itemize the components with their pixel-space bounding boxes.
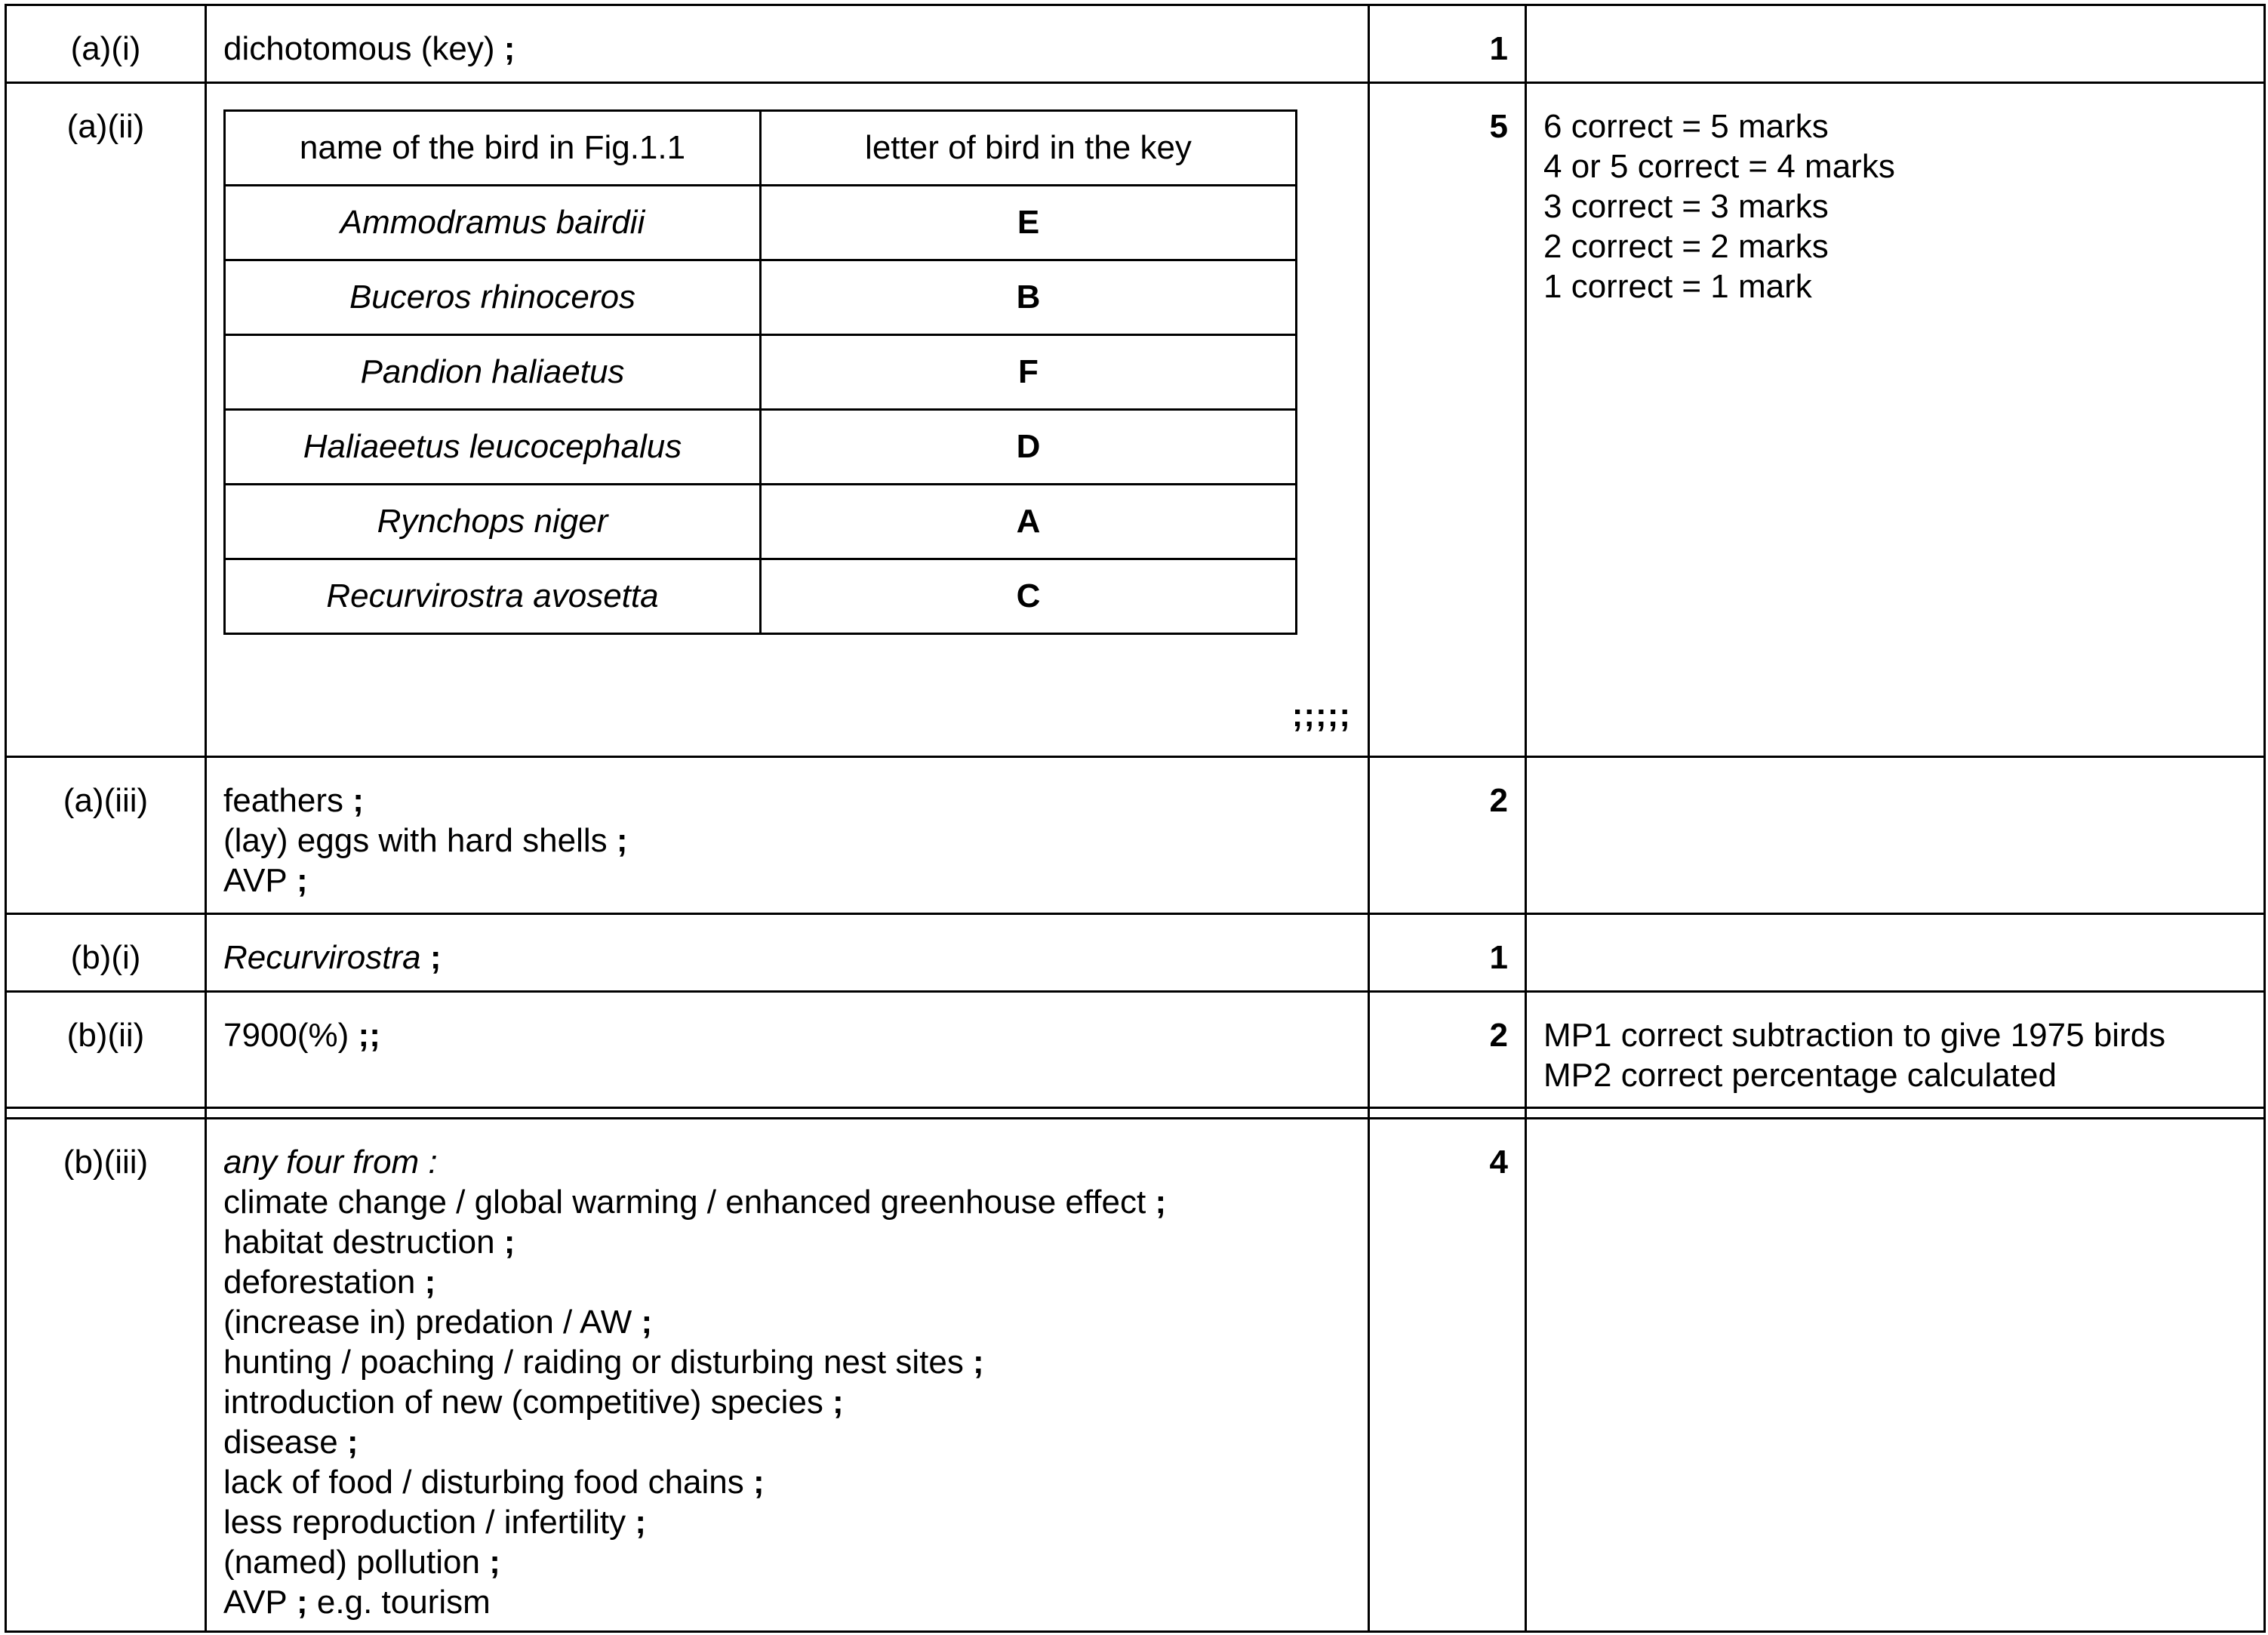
guidance-cell <box>1526 1119 2265 1632</box>
answer-cell <box>206 992 1369 1108</box>
answer-line <box>223 1502 1352 1542</box>
answer-text: AVP <box>223 1584 288 1621</box>
answer-text: less reproduction / infertility <box>223 1504 626 1541</box>
marks: 4 <box>1369 1119 1526 1632</box>
answer-text: dichotomous (key) <box>223 30 495 67</box>
question-number: (a)(ii) <box>6 83 206 757</box>
mark-scheme-table <box>5 4 2266 1633</box>
table-row <box>225 335 1297 410</box>
answer-line <box>223 1582 1352 1622</box>
table-row <box>225 410 1297 485</box>
bird-letter: F <box>761 335 1297 410</box>
marks: 2 <box>1369 757 1526 914</box>
header-letter: letter of bird in the key <box>761 111 1297 186</box>
guidance-cell <box>1526 5 2265 83</box>
mark-point: ; <box>287 1584 308 1621</box>
guidance-cell <box>1526 83 2265 757</box>
table-row <box>225 485 1297 559</box>
bird-letter: A <box>761 485 1297 559</box>
row-a-i <box>6 5 2265 83</box>
mark-point: ;; <box>349 1017 380 1054</box>
question-number: (b)(i) <box>6 914 206 992</box>
answer-text: feathers <box>223 782 343 819</box>
answer-line <box>223 1382 1352 1422</box>
answer-text: lack of food / disturbing food chains <box>223 1464 744 1501</box>
mark-point: ; <box>626 1504 647 1541</box>
answer-line <box>223 1302 1352 1342</box>
marks: 1 <box>1369 914 1526 992</box>
answer-line <box>223 1262 1352 1302</box>
answer-line <box>223 1222 1352 1262</box>
table-row <box>225 260 1297 335</box>
mark-point: ; <box>743 1464 765 1501</box>
answer-text: 7900(%) <box>223 1017 349 1054</box>
bird-key-table <box>223 109 1297 635</box>
mark-point: ; <box>823 1384 844 1421</box>
guidance-cell <box>1526 992 2265 1108</box>
mark-point: ; <box>1155 1184 1167 1221</box>
row-a-iii <box>6 757 2265 914</box>
mark-point: ; <box>963 1344 984 1381</box>
bird-name: Ammodramus bairdii <box>225 186 761 260</box>
marks: 2 <box>1369 992 1526 1108</box>
bird-letter: C <box>761 559 1297 634</box>
answer-text: AVP <box>223 862 288 899</box>
answer-text: disease <box>223 1424 338 1461</box>
answer-line <box>223 1542 1352 1582</box>
question-number: (a)(i) <box>6 5 206 83</box>
bird-letter: E <box>761 186 1297 260</box>
question-number: (a)(iii) <box>6 757 206 914</box>
answer-line <box>223 1422 1352 1462</box>
mark-point: ; <box>337 1424 359 1461</box>
answer-text: Recurvirostra <box>223 939 421 976</box>
page-break <box>6 1108 2265 1119</box>
guidance-line: 6 correct = 5 marks <box>1543 108 1829 145</box>
answer-line <box>223 781 1352 821</box>
bird-name: Pandion haliaetus <box>225 335 761 410</box>
mark-point: ; <box>494 30 515 67</box>
answer-line <box>223 1462 1352 1502</box>
bird-name: Haliaeetus leucocephalus <box>225 410 761 485</box>
bird-letter: D <box>761 410 1297 485</box>
answer-text: deforestation <box>223 1264 416 1301</box>
guidance-cell <box>1526 914 2265 992</box>
mark-point: ; <box>420 939 442 976</box>
answer-text: introduction of new (competitive) species <box>223 1384 823 1421</box>
guidance-line: 2 correct = 2 marks <box>1543 228 1829 265</box>
mark-point: ; <box>632 1304 653 1341</box>
answer-intro: any four from : <box>223 1144 438 1181</box>
answer-cell <box>206 914 1369 992</box>
mark-scheme <box>5 4 2263 1633</box>
mark-point: ; <box>494 1224 515 1261</box>
guidance-line: 4 or 5 correct = 4 marks <box>1543 148 1895 185</box>
guidance-line: MP2 correct percentage calculated <box>1543 1057 2057 1094</box>
question-number: (b)(ii) <box>6 992 206 1108</box>
mark-points: ;;;;; <box>1291 697 1351 734</box>
header-bird-name: name of the bird in Fig.1.1 <box>225 111 761 186</box>
mark-point: ; <box>607 822 628 859</box>
answer-text: (lay) eggs with hard shells <box>223 822 608 859</box>
table-row <box>225 559 1297 634</box>
answer-text: (named) pollution <box>223 1544 480 1581</box>
row-b-i <box>6 914 2265 992</box>
mark-point: ; <box>343 782 364 819</box>
answer-cell <box>206 757 1369 914</box>
bird-letter: B <box>761 260 1297 335</box>
answer-cell <box>206 1119 1369 1632</box>
guidance-line: MP1 correct subtraction to give 1975 birds <box>1543 1017 2166 1054</box>
answer-line <box>223 1182 1352 1222</box>
answer-text: (increase in) predation / AW <box>223 1304 632 1341</box>
key-header-row <box>225 111 1297 186</box>
row-a-ii <box>6 83 2265 757</box>
mark-point: ; <box>479 1544 500 1581</box>
answer-cell <box>206 5 1369 83</box>
answer-line <box>223 1342 1352 1382</box>
mark-point: ; <box>415 1264 436 1301</box>
answer-example: e.g. tourism <box>307 1584 491 1621</box>
row-b-iii <box>6 1119 2265 1632</box>
table-row <box>225 186 1297 260</box>
guidance-line: 3 correct = 3 marks <box>1543 188 1829 225</box>
bird-name: Recurvirostra avosetta <box>225 559 761 634</box>
marks: 1 <box>1369 5 1526 83</box>
answer-cell <box>206 83 1369 757</box>
mark-point: ; <box>287 862 308 899</box>
bird-name: Rynchops niger <box>225 485 761 559</box>
answer-line <box>223 821 1352 861</box>
guidance-cell <box>1526 757 2265 914</box>
answer-line <box>223 861 1352 901</box>
bird-name: Buceros rhinoceros <box>225 260 761 335</box>
row-b-ii <box>6 992 2265 1108</box>
answer-text: habitat destruction <box>223 1224 495 1261</box>
question-number: (b)(iii) <box>6 1119 206 1632</box>
guidance-line: 1 correct = 1 mark <box>1543 268 1812 305</box>
answer-text: hunting / poaching / raiding or disturbing nest sites <box>223 1344 964 1381</box>
marks: 5 <box>1369 83 1526 757</box>
answer-text: climate change / global warming / enhanced greenhouse effect <box>223 1184 1156 1221</box>
